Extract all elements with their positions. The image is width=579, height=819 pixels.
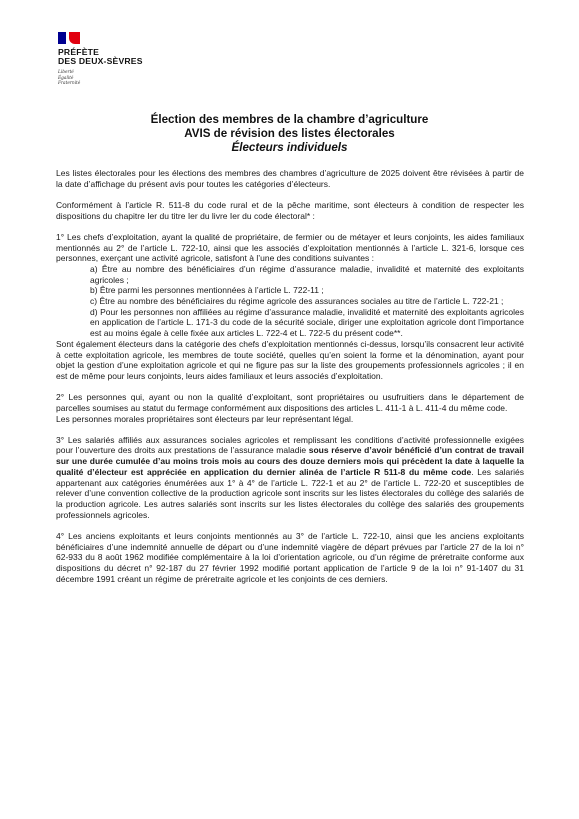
document-body (56, 168, 524, 595)
intro-paragraph: Les listes électorales pour les élections des membres des chambres d’agriculture de 2025 doivent être révisées à partir de la date d’affichage du présent avis pour toutes les catégories d’électeurs. (56, 168, 524, 189)
legal-basis-paragraph: Conformément à l’article R. 511-8 du code rural et de la pêche maritime, sont électeurs à condition de respecter les dispositions du chapitre Ier du titre Ier du livre Ier du code électoral* : (56, 199, 524, 221)
condition-a: a) Être au nombre des bénéficiaires d’un régime d’assurance maladie, invalidité et maternité des exploitants agricoles ; (90, 263, 524, 285)
title-election: Élection des membres de la chambre d’agriculture (150, 113, 429, 126)
section-3-bold-condition: sous réserve d’avoir bénéficié d’un contrat de travail sur une durée cumulée d’au moins trois mois au cours des douze derniers mois qui précèdent la date à laquelle la qualité d’électeur est appréciée en application du dernier alinéa de l’article R 511-8 du même code (56, 445, 524, 477)
condition-b: b) Être parmi les personnes mentionnées à l’article L. 722-11 ; (90, 285, 324, 296)
section-4: 4° Les anciens exploitants et leurs conjoints mentionnés au 3° de l’article L. 722-10, ainsi que les anciens exploitants bénéficiaires d’une indemnité annuelle de départ ou d’une indemnité viagère de départ prévues par l’article 27 de la loi n° 62-933 du 8 août 1962 modifiée complémentaire à la loi d’orientation agricole, ou d’un régime de préretraite conforme aux dispositions du décret n° 92-187 du 27 février 1992 modifié portant application de l’article 9 de la loi n° 91-1407 du 31 décembre 1991 créant un régime de préretraite agricole et les conjoints de ces derniers. (56, 530, 524, 584)
condition-c: c) Être au nombre des bénéficiaires du régime agricole des assurances sociales au titre de l’article L. 722-21 ; (90, 296, 504, 307)
title-avis: AVIS de révision des listes électorales (184, 127, 395, 140)
republic-motto: Liberté Égalité Fraternité (58, 70, 81, 87)
section-1-societies: Sont également électeurs dans la catégorie des chefs d’exploitation mentionnés ci-dessus, lorsqu’ils consacrent leur activité à cette exploitation agricole, les membres de toute société, quelles qu’en soient la forme et la dénomination, ayant pour objet la gestion d’une exploitation agricole et qui ne figure pas sur la liste des groupements professionnels agricoles ; il en est de même pour leurs conjoints, leurs aides familiaux et leurs associés d’exploitation. (56, 338, 524, 381)
logo-line-1: PRÉFÈTE (58, 47, 100, 57)
section-3: 3° Les salariés affiliés aux assurances sociales agricoles et remplissant les conditions d’activité professionnelle exigées pour l’ouverture des droits aux prestations de l’assurance maladie sous réserve d’avoir bénéficié d’un contrat de travail sur une durée cumulée d’au moins trois mois au cours des douze derniers mois qui précèdent la date à laquelle la qualité d’électeur est appréciée en application du dernier alinéa de l’article R 511-8 du même code. Les salariés appartenant aux catégories énumérées aux 1° à 4° de l’article L. 722-1 et au 2° de l’article L. 722-20 et susceptibles de relever d’une convention collective de la production agricole sont inscrits sur les listes électorales du collège des salariés de la production agricole. Les autres salariés sont inscrits sur les listes électorales du collège des salariés des groupements professionnels agricoles. (56, 434, 524, 520)
marianne-flag-icon (58, 32, 80, 44)
title-electeurs: Électeurs individuels (231, 141, 348, 154)
section-2: 2° Les personnes qui, ayant ou non la qualité d’exploitant, sont propriétaires ou usufruitiers dans le département de parcelles soumises au statut du fermage conformément aux dispositions des articles L. 411-1 à L. 411-4 du même code. (56, 392, 524, 413)
logo-line-2: DES DEUX-SÈVRES (58, 56, 143, 67)
document-heading (0, 113, 579, 155)
section-1-lead: 1° Les chefs d’exploitation, ayant la qualité de propriétaire, de fermier ou de métayer et leurs conjoints, les aides familiaux mentionnés au 2° de l’article L. 722-10, ainsi que les associés d’exploitation mentionnés à l’article L. 321-6, lorsque ces personnes, exerçant une activité agricole, satisfont à l’une des conditions suivantes : (56, 231, 524, 264)
condition-d: d) Pour les personnes non affiliées au régime d’assurance maladie, invalidité et maternité des exploitants agricoles en application de l’article L. 171-3 du code de la sécurité sociale, diriger une exploitation agricole dont l’importance est au moins égale à celle fixée aux articles L. 722-4 et L. 722-5 du présent code**. (90, 306, 524, 339)
prefecture-logo (58, 32, 208, 87)
section-2-moral-persons: Les personnes morales propriétaires sont électeurs par leur représentant légal. (56, 413, 354, 424)
